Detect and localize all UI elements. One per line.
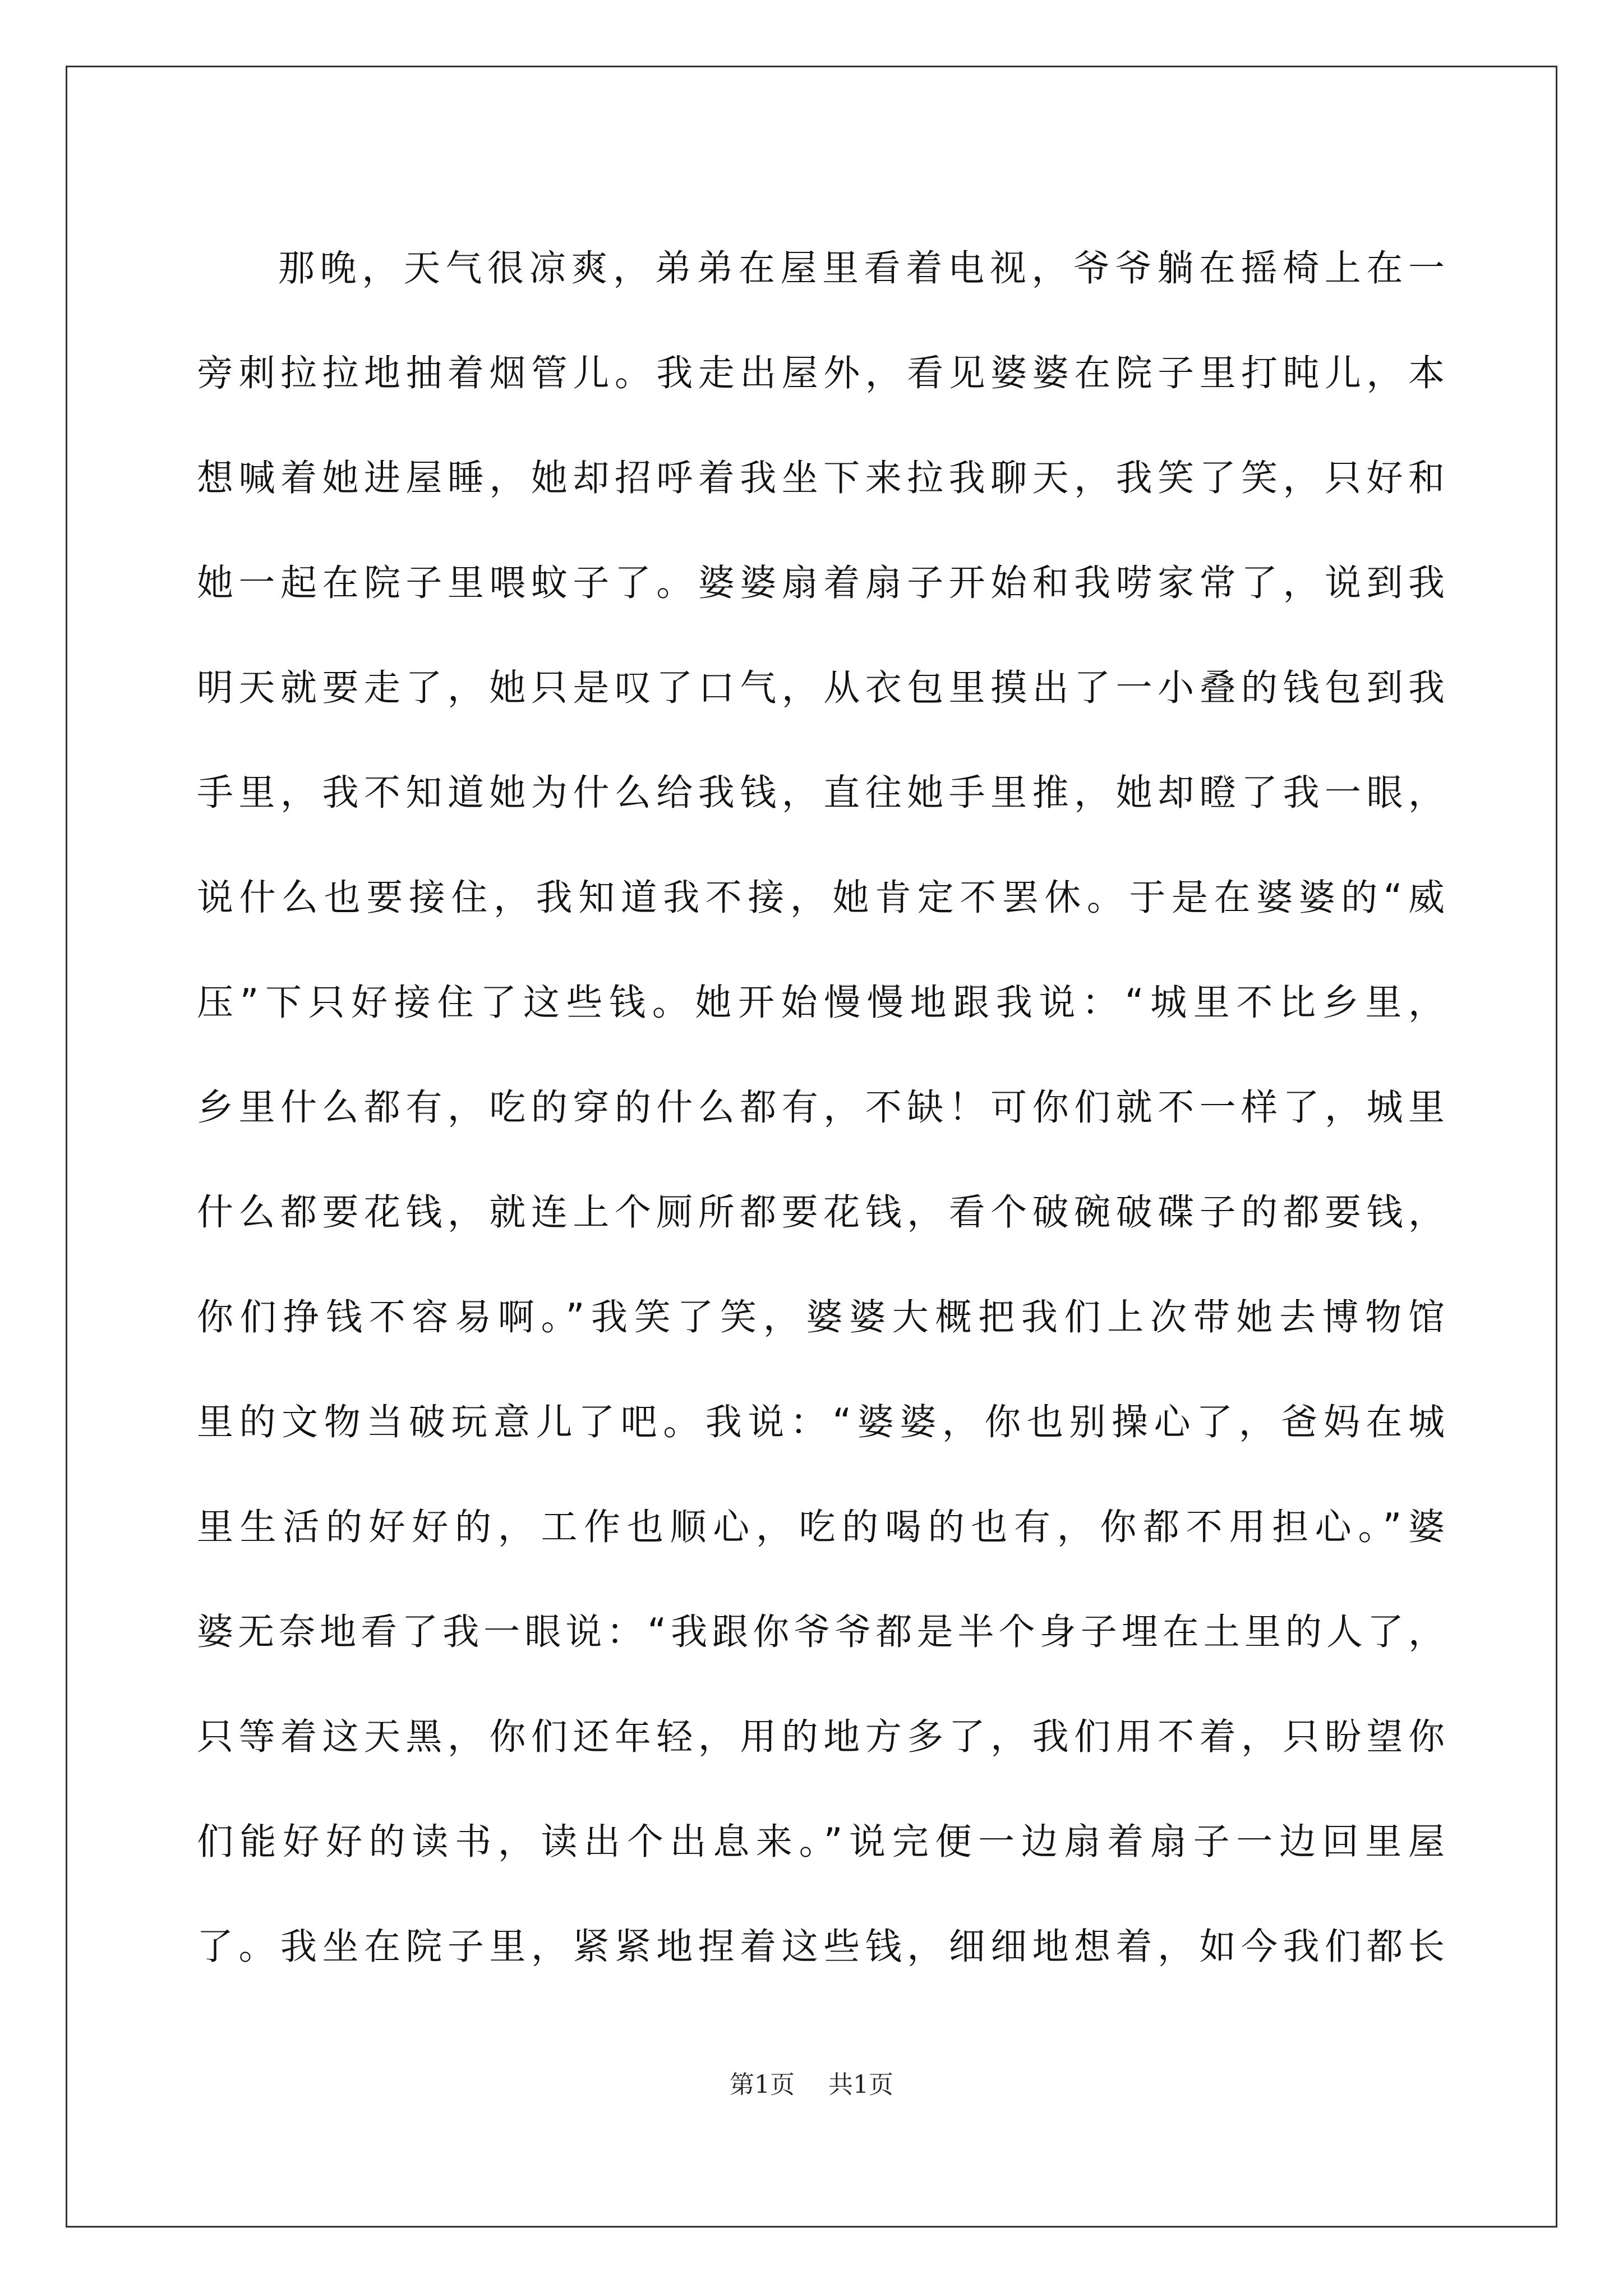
page-footer	[0, 2064, 1623, 2100]
text-line-6: 手里，我不知道她为什么给我钱，直往她手里推，她却瞪了我一眼，	[197, 772, 1445, 814]
text-line-12: 里的文物当破玩意儿了吧。我说：“婆婆，你也别操心了，爸妈在城	[197, 1401, 1445, 1443]
text-line-9: 乡里什么都有，吃的穿的什么都有，不缺！可你们就不一样了，城里	[197, 1087, 1445, 1129]
text-line-10: 什么都要花钱，就连上个厕所都要花钱，看个破碗破碟子的都要钱，	[197, 1191, 1445, 1234]
page-number: 第1页	[730, 2070, 795, 2099]
text-line-11: 你们挣钱不容易啊。”我笑了笑，婆婆大概把我们上次带她去博物馆	[197, 1296, 1445, 1338]
text-line-15: 只等着这天黑，你们还年轻，用的地方多了，我们用不着，只盼望你	[197, 1716, 1445, 1758]
text-line-5: 明天就要走了，她只是叹了口气，从衣包里摸出了一小叠的钱包到我	[197, 667, 1445, 709]
page-total: 共1页	[828, 2070, 893, 2099]
text-line-7: 说什么也要接住，我知道我不接，她肯定不罢休。于是在婆婆的“威	[197, 877, 1445, 919]
text-line-3: 想喊着她进屋睡，她却招呼着我坐下来拉我聊天，我笑了笑，只好和	[197, 457, 1445, 499]
text-line-4: 她一起在院子里喂蚊子了。婆婆扇着扇子开始和我唠家常了，说到我	[197, 562, 1445, 604]
text-line-13: 里生活的好好的，工作也顺心，吃的喝的也有，你都不用担心。”婆	[197, 1506, 1445, 1548]
text-line-8: 压”下只好接住了这些钱。她开始慢慢地跟我说：“城里不比乡里，	[197, 982, 1445, 1024]
text-line-16: 们能好好的读书，读出个出息来。”说完便一边扇着扇子一边回里屋	[197, 1821, 1445, 1863]
text-line-14: 婆无奈地看了我一眼说：“我跟你爷爷都是半个身子埋在土里的人了，	[197, 1611, 1445, 1653]
text-line-17: 了。我坐在院子里，紧紧地捏着这些钱，细细地想着，如今我们都长	[197, 1926, 1445, 1968]
text-line-2: 旁刺拉拉地抽着烟管儿。我走出屋外，看见婆婆在院子里打盹儿，本	[197, 352, 1445, 394]
document-body	[197, 216, 1445, 1999]
text-line-1: 那晚，天气很凉爽，弟弟在屋里看着电视，爷爷躺在摇椅上在一	[278, 247, 1445, 289]
